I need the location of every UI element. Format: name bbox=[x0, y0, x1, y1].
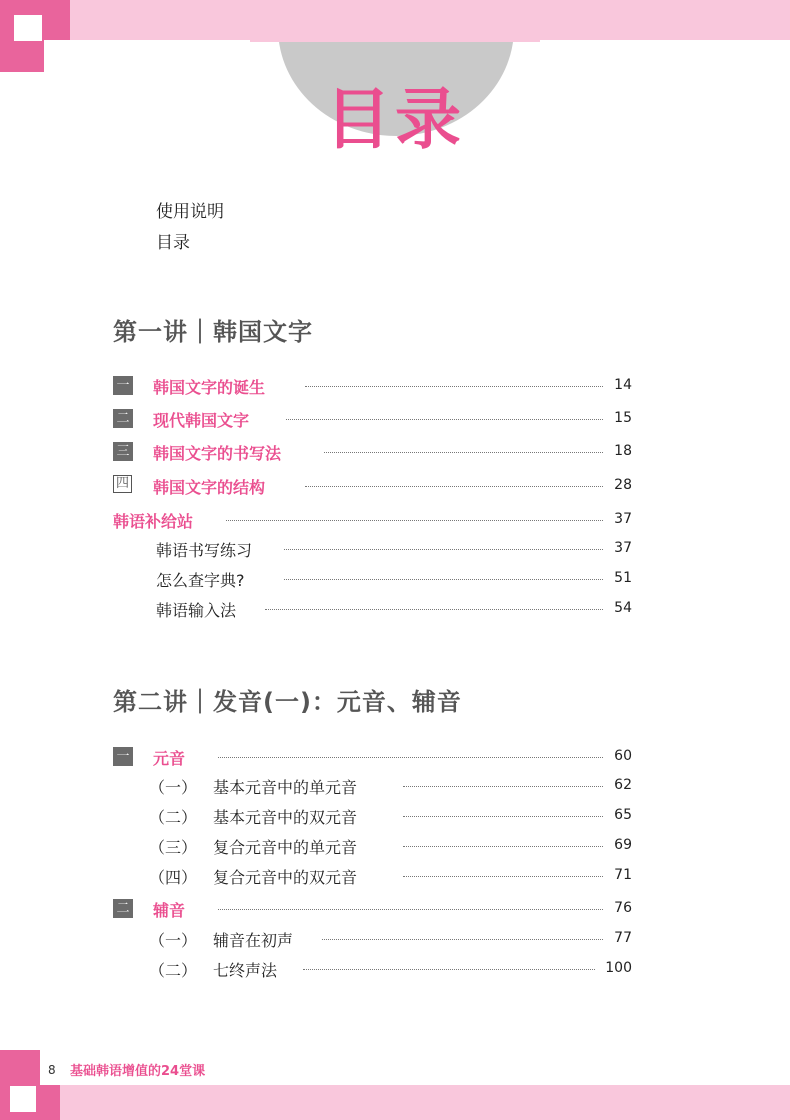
dot-leader bbox=[403, 846, 603, 847]
footer-book-title: 基础韩语增值的24堂课 bbox=[70, 1064, 206, 1079]
section2-title: 第二讲｜发音(一)：元音、辅音 bbox=[113, 688, 462, 716]
page-number: 77 bbox=[614, 930, 632, 946]
page-number: 37 bbox=[614, 540, 632, 556]
page-number: 62 bbox=[614, 777, 632, 793]
dot-leader bbox=[284, 549, 603, 550]
supplement-label[interactable]: 韩语补给站 bbox=[113, 512, 194, 531]
number-icon-3: 三 bbox=[113, 442, 133, 461]
dot-leader bbox=[218, 909, 603, 910]
dot-leader bbox=[218, 757, 603, 758]
sub-index: （二） bbox=[149, 808, 198, 827]
toc-entry-label[interactable]: 韩国文字的诞生 bbox=[153, 378, 266, 397]
footer-page-number: 8 bbox=[48, 1063, 56, 1077]
number-icon-2: 二 bbox=[113, 409, 133, 428]
corner-decor-top-left bbox=[0, 0, 70, 72]
intro-item-toc[interactable]: 目录 bbox=[156, 233, 190, 253]
toc-entry-label[interactable]: 元音 bbox=[153, 749, 186, 768]
dot-leader bbox=[286, 419, 603, 420]
dot-leader bbox=[322, 939, 603, 940]
sub-index: （二） bbox=[149, 961, 198, 980]
page-number: 18 bbox=[614, 443, 632, 459]
dot-leader bbox=[226, 520, 603, 521]
toc-sub-entry[interactable]: 韩语书写练习 bbox=[156, 541, 253, 560]
toc-entry-label[interactable]: 韩国文字的结构 bbox=[153, 478, 266, 497]
page-number: 65 bbox=[614, 807, 632, 823]
dot-leader bbox=[305, 486, 603, 487]
page-number: 51 bbox=[614, 570, 632, 586]
dot-leader bbox=[324, 452, 603, 453]
toc-sub-entry[interactable]: 韩语输入法 bbox=[156, 601, 237, 620]
sub-index: （三） bbox=[149, 838, 198, 857]
page-number: 37 bbox=[614, 511, 632, 527]
dot-leader bbox=[305, 386, 603, 387]
page-number: 54 bbox=[614, 600, 632, 616]
sub-index: （四） bbox=[149, 868, 198, 887]
toc-sub-entry[interactable]: 怎么查字典? bbox=[156, 571, 245, 590]
top-band-overlay bbox=[250, 0, 540, 42]
number-icon-1: 一 bbox=[113, 376, 133, 395]
page-number: 14 bbox=[614, 377, 632, 393]
dot-leader bbox=[284, 579, 603, 580]
corner-decor-bottom-left bbox=[0, 1050, 60, 1120]
toc-sub-entry[interactable]: 复合元音中的双元音 bbox=[213, 868, 358, 887]
bottom-decor-band bbox=[60, 1085, 790, 1120]
sub-index: （一） bbox=[149, 778, 198, 797]
page-title: 目录 bbox=[325, 81, 465, 158]
toc-sub-entry[interactable]: 七终声法 bbox=[213, 961, 278, 980]
dot-leader bbox=[403, 876, 603, 877]
section1-title: 第一讲｜韩国文字 bbox=[113, 318, 313, 346]
dot-leader bbox=[303, 969, 595, 970]
dot-leader bbox=[403, 786, 603, 787]
toc-entry-label[interactable]: 现代韩国文字 bbox=[153, 411, 250, 430]
page-number: 71 bbox=[614, 867, 632, 883]
toc-entry-label[interactable]: 辅音 bbox=[153, 901, 186, 920]
number-icon-2: 二 bbox=[113, 899, 133, 918]
sub-index: （一） bbox=[149, 931, 198, 950]
dot-leader bbox=[265, 609, 603, 610]
page-number: 69 bbox=[614, 837, 632, 853]
toc-entry-label[interactable]: 韩国文字的书写法 bbox=[153, 444, 282, 463]
toc-sub-entry[interactable]: 基本元音中的双元音 bbox=[213, 808, 358, 827]
number-icon-1: 一 bbox=[113, 747, 133, 766]
dot-leader bbox=[403, 816, 603, 817]
intro-item-usage[interactable]: 使用说明 bbox=[156, 202, 224, 222]
toc-sub-entry[interactable]: 辅音在初声 bbox=[213, 931, 294, 950]
number-icon-4: 四 bbox=[113, 475, 132, 493]
toc-sub-entry[interactable]: 基本元音中的单元音 bbox=[213, 778, 358, 797]
page-number: 28 bbox=[614, 477, 632, 493]
toc-sub-entry[interactable]: 复合元音中的单元音 bbox=[213, 838, 358, 857]
page-number: 15 bbox=[614, 410, 632, 426]
page-number: 100 bbox=[605, 960, 632, 976]
page-number: 76 bbox=[614, 900, 632, 916]
page-number: 60 bbox=[614, 748, 632, 764]
